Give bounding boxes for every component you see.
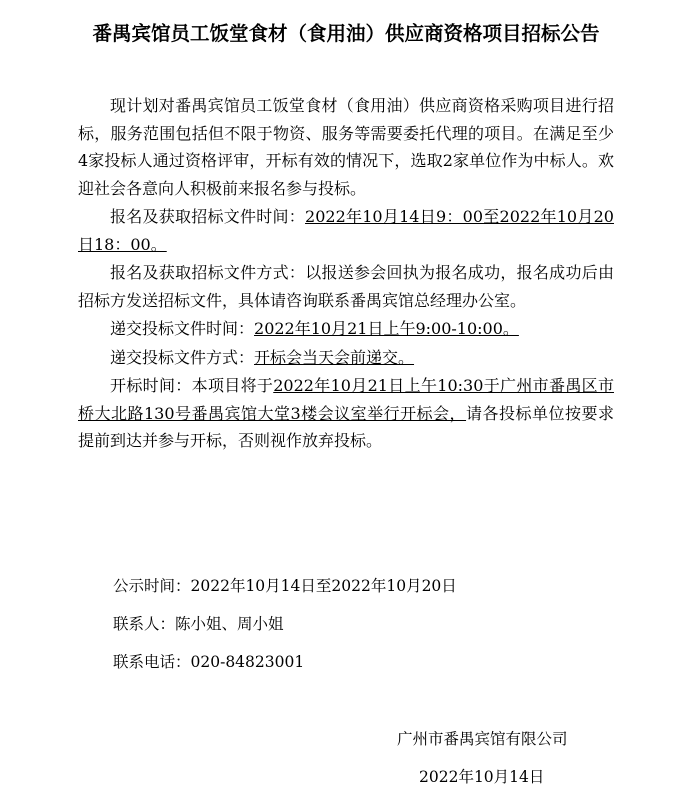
registration-time-paragraph bbox=[78, 203, 614, 258]
registration-time-label: 报名及获取招标文件时间： bbox=[110, 207, 306, 226]
opening-paragraph bbox=[78, 372, 614, 455]
registration-time-value: 2022年10月14日9：00至2022年10月20日18：00。 bbox=[78, 207, 614, 254]
opening-value: 2022年10月21日上午10:30于广州市番禺区市桥大北路130号番禺宾馆大堂3楼会议室举行开标会， bbox=[78, 376, 614, 423]
opening-rest: 请各投标单位按要求提前到达并参与开标，否则视作放弃投标。 bbox=[78, 403, 614, 450]
submission-time-paragraph bbox=[78, 315, 614, 343]
intro-paragraph: 现计划对番禺宾馆员工饭堂食材（食用油）供应商资格采购项目进行招标，服务范围包括但不限于物资、服务等需要委托代理的项目。在满足至少4家投标人通过资格评审，开标有效的情况下，选取2家单位作为中标人。欢迎社会各意向人积极前来报名参与投标。 bbox=[78, 96, 614, 198]
submission-time-value: 2022年10月21日上午9:00-10:00。 bbox=[254, 319, 519, 338]
notice-period: 公示时间：2022年10月14日至2022年10月20日 bbox=[113, 577, 457, 595]
submission-method-paragraph bbox=[78, 344, 614, 372]
submission-method-label: 递交投标文件方式： bbox=[110, 347, 255, 367]
contact-person: 联系人：陈小姐、周小姐 bbox=[113, 615, 284, 633]
submission-method-value: 开标会当天会前递交。 bbox=[254, 347, 415, 367]
announcement-body bbox=[78, 92, 614, 456]
registration-method-paragraph: 报名及获取招标文件方式：以报送参会回执为报名成功，报名成功后由招标方发送招标文件，具体请咨询联系番禺宾馆总经理办公室。 bbox=[78, 263, 614, 310]
company-name: 广州市番禺宾馆有限公司 bbox=[397, 730, 568, 748]
submission-time-label: 递交投标文件时间： bbox=[110, 319, 255, 338]
page-title: 番禺宾馆员工饭堂食材（食用油）供应商资格项目招标公告 bbox=[92, 22, 600, 45]
announcement-date: 2022年10月14日 bbox=[419, 768, 545, 786]
opening-label: 开标时间：本项目将于 bbox=[110, 376, 274, 395]
contact-phone: 联系电话：020-84823001 bbox=[113, 653, 305, 671]
